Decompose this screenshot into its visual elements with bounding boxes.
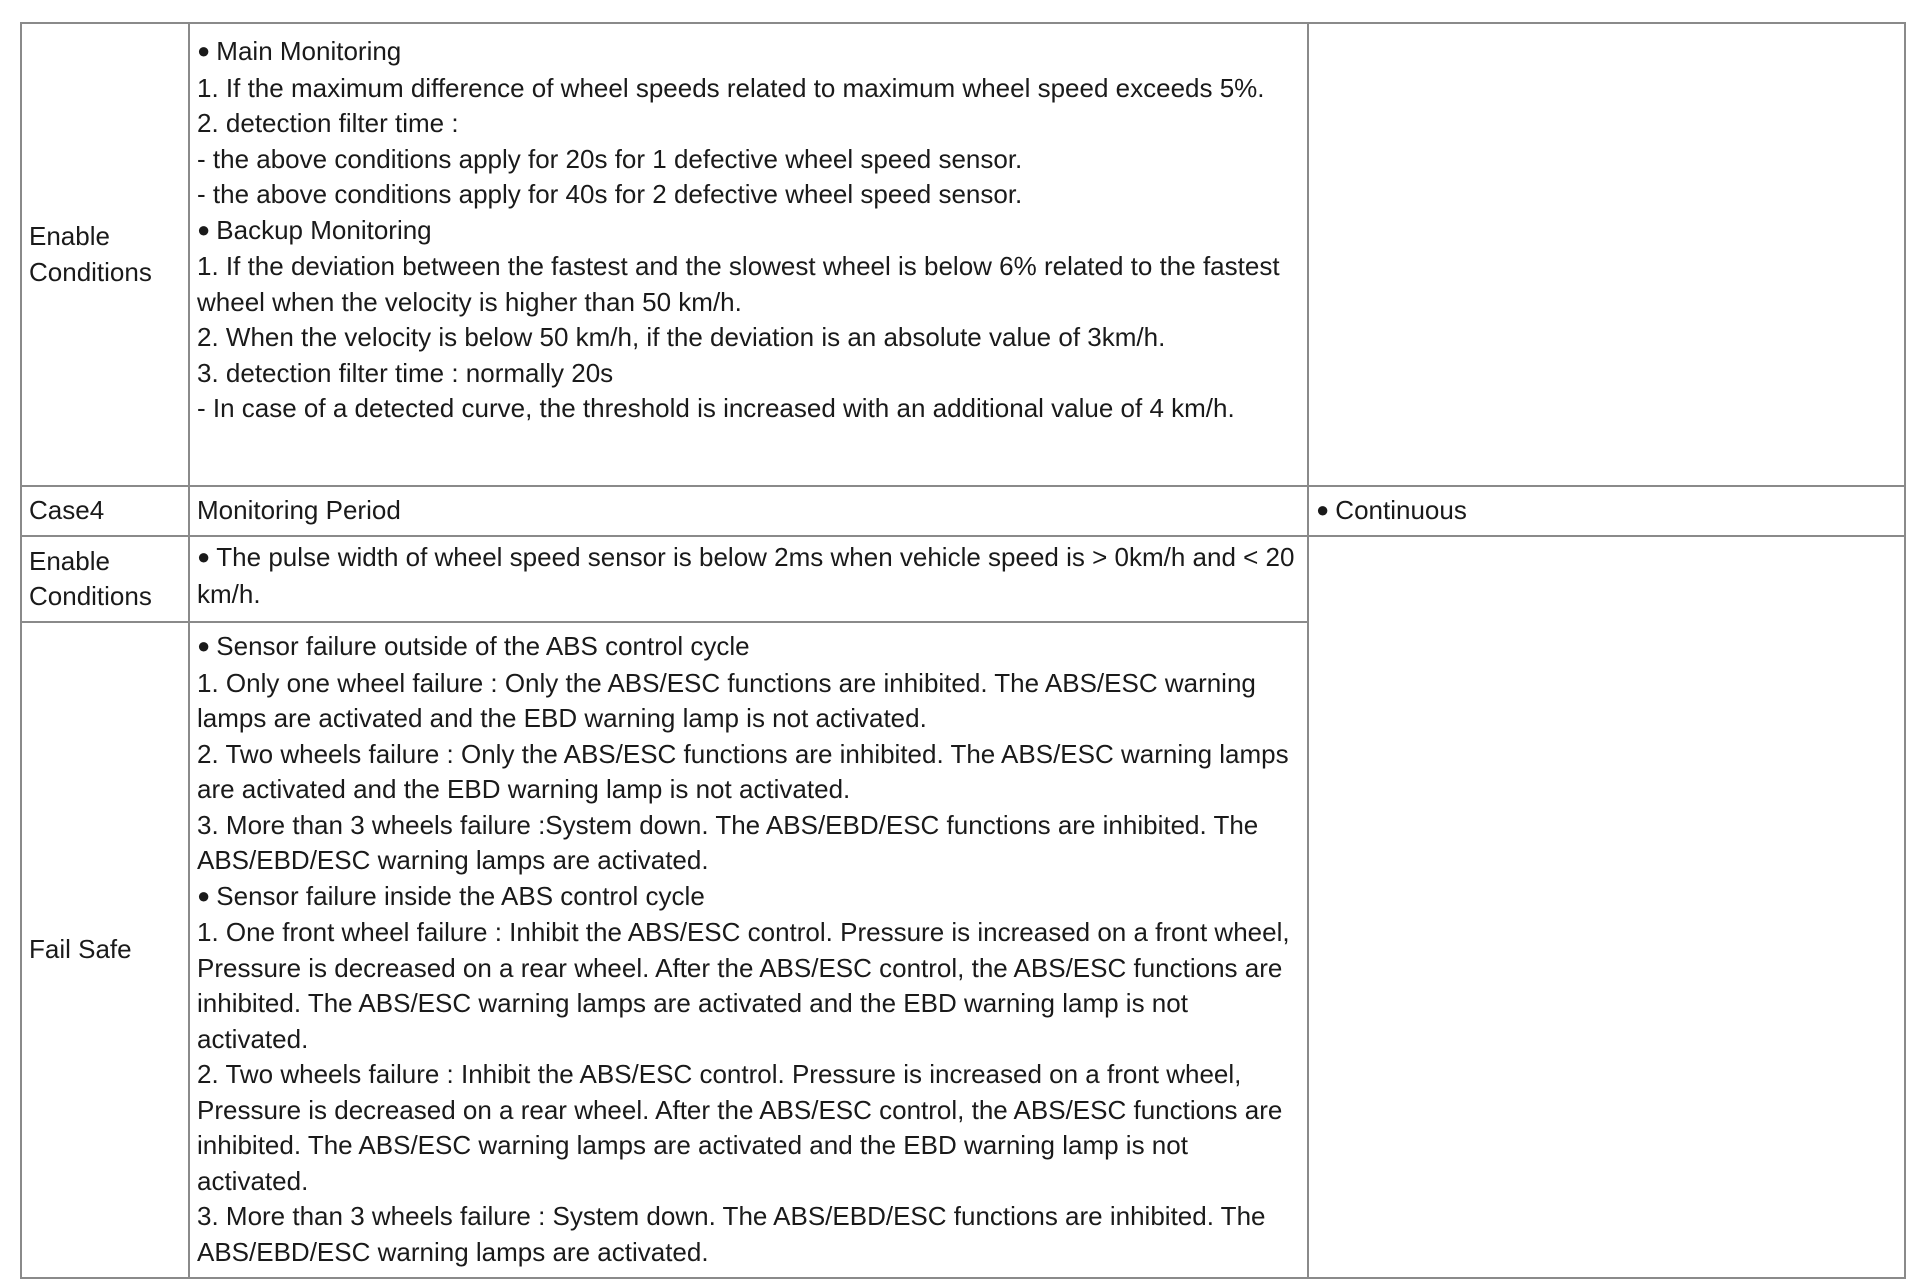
list-item: 2. detection filter time : (197, 108, 459, 138)
list-item (197, 34, 1301, 71)
table-row-case4 (21, 486, 1905, 536)
bullet-icon: ● (197, 216, 211, 242)
list-item (197, 213, 1301, 250)
spec-table (20, 22, 1906, 1279)
label-text: Fail Safe (29, 934, 132, 965)
monitoring-period-value: Continuous (1335, 494, 1467, 525)
list-item (197, 879, 1301, 916)
bullet-icon: ● (1316, 496, 1330, 522)
label-text: Enable Conditions (29, 545, 152, 611)
line-text: Sensor failure outside of the ABS control cycle (216, 631, 750, 661)
list-item: - the above conditions apply for 40s for 2 defective wheel speed sensor. (197, 179, 1023, 209)
row-empty-cell (1308, 536, 1905, 1278)
list-item: 3. detection filter time : normally 20s (197, 357, 614, 388)
label-text: Enable Conditions (29, 221, 152, 287)
row-content (189, 536, 1308, 622)
line-text: Backup Monitoring (216, 214, 432, 245)
list-item: 2. Two wheels failure : Only the ABS/ESC functions are inhibited. The ABS/ESC warning lamps are activated and the EBD warning lamp is not activated. (197, 738, 1289, 804)
list-item: - the above conditions apply for 20s for 1 defective wheel speed sensor. (197, 143, 1023, 174)
table-row-enable-conditions-1 (21, 23, 1905, 486)
list-item: 3. More than 3 wheels failure :System down. The ABS/EBD/ESC functions are inhibited. The ABS/EBD/ESC warning lamps are activated. (197, 809, 1259, 875)
bullet-icon: ● (197, 38, 211, 63)
row-content (189, 486, 1308, 536)
row-label (21, 486, 189, 536)
line-text: Sensor failure inside the ABS control cycle (216, 880, 705, 911)
list-item: 1. If the maximum difference of wheel speeds related to maximum wheel speed exceeds 5%. (197, 72, 1265, 103)
row-label (21, 23, 189, 486)
list-item (197, 540, 1301, 612)
list-item: 1. Only one wheel failure : Only the ABS/ESC functions are inhibited. The ABS/ESC warning lamps are activated and the EBD warning lamp is not activated. (197, 667, 1256, 733)
row-value (1308, 486, 1905, 536)
list-item: 1. One front wheel failure : Inhibit the ABS/ESC control. Pressure is increased on a front wheel, Pressure is decreased on a rear wheel. After the ABS/ESC control, the ABS/ESC functions are inhibited. The ABS/ESC warning lamps are activated and the EBD warning lamp is not activated. (197, 917, 1290, 1054)
table-row-enable-conditions-2 (21, 536, 1905, 622)
line-text: The pulse width of wheel speed sensor is below 2ms when vehicle speed is > 0km/h and < 20 km/h. (197, 542, 1295, 609)
list-item: - In case of a detected curve, the threshold is increased with an additional value of 4 km/h. (197, 393, 1235, 423)
row-content (189, 23, 1308, 486)
row-label (21, 622, 189, 1278)
list-item: 3. More than 3 wheels failure : System down. The ABS/EBD/ESC functions are inhibited. The ABS/EBD/ESC warning lamps are activated. (197, 1201, 1266, 1267)
bullet-icon: ● (197, 633, 211, 658)
list-item: 2. When the velocity is below 50 km/h, if the deviation is an absolute value of 3km/h. (197, 322, 1166, 352)
list-item: 2. Two wheels failure : Inhibit the ABS/ESC control. Pressure is increased on a front wheel, Pressure is decreased on a rear wheel. After the ABS/ESC control, the ABS/ESC functions are inhibited. The ABS/ESC warning lamps are activated and the EBD warning lamp is not activated. (197, 1059, 1283, 1196)
bullet-icon: ● (197, 882, 211, 908)
label-text: Case4 (29, 495, 105, 526)
line-text: Main Monitoring (216, 36, 402, 66)
list-item (197, 629, 1301, 666)
row-empty-cell (1308, 23, 1905, 486)
row-label (21, 536, 189, 622)
monitoring-period-label: Monitoring Period (197, 495, 401, 526)
row-content (189, 622, 1308, 1278)
list-item: 1. If the deviation between the fastest and the slowest wheel is below 6% related to the fastest wheel when the velocity is higher than 50 km/h. (197, 251, 1280, 317)
bullet-icon: ● (197, 544, 211, 569)
